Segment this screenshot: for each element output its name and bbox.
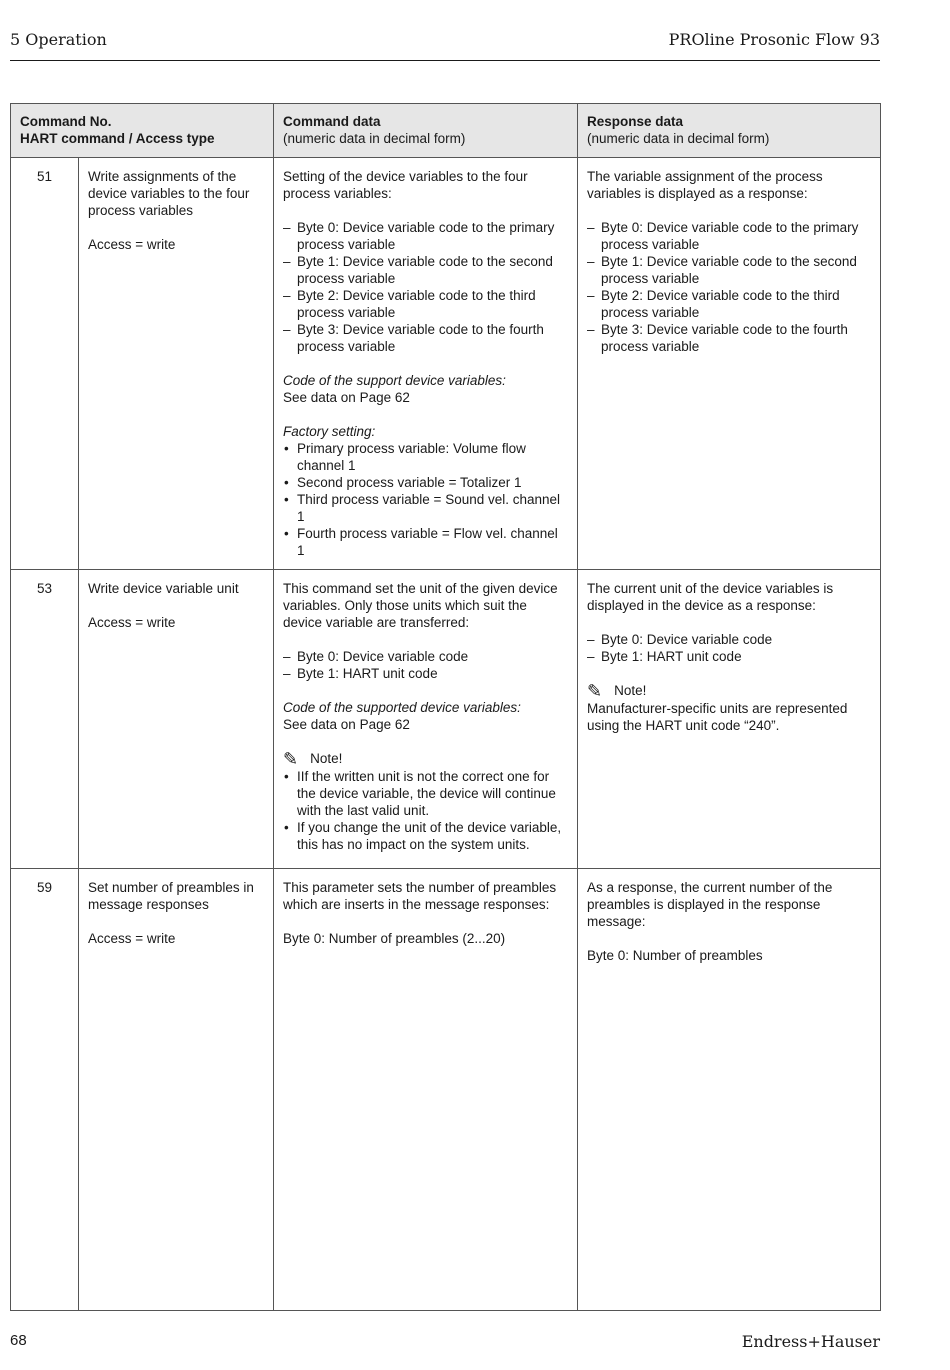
list-item: • Fourth process variable = Flow vel. channel 1 [283,525,568,559]
command-byte-list [283,219,568,355]
pencil-icon: ✎ [283,749,299,769]
response-data-cell [578,869,881,1311]
list-item: – Byte 2: Device variable code to the third process variable [283,287,568,321]
page-footer [10,1332,880,1356]
command-number: 51 [11,158,79,570]
code-reference: See data on Page 62 [283,390,410,405]
list-item: • Primary process variable: Volume flow channel 1 [283,440,568,474]
page-number: 68 [10,1332,27,1349]
table-row [11,869,881,1311]
list-item: – Byte 1: Device variable code to the second process variable [283,253,568,287]
col-command-no-label: Command No. [20,114,112,129]
command-name: Set number of preambles in message responses [88,880,254,912]
command-name: Write assignments of the device variables to the four process variables [88,169,250,218]
list-item: – Byte 3: Device variable code to the fourth process variable [283,321,568,355]
list-item: – Byte 1: HART unit code [587,648,871,665]
list-item: • Second process variable = Totalizer 1 [283,474,568,491]
command-intro: Setting of the device variables to the four process variables: [283,169,528,201]
code-heading: Code of the supported device variables: [283,700,521,715]
note-list [283,768,568,853]
page-header [10,30,880,61]
code-reference: See data on Page 62 [283,717,410,732]
factory-setting-list [283,440,568,559]
response-byte: Byte 0: Number of preambles [587,948,763,963]
list-item: – Byte 0: Device variable code to the primary process variable [283,219,568,253]
col-response-data-heading [578,104,881,158]
section-title: 5 Operation [10,30,107,49]
list-item: • If you change the unit of the device variable, this has no impact on the system units. [283,819,568,853]
response-byte-list [587,219,871,355]
response-intro: The current unit of the device variables is displayed in the device as a response: [587,581,834,613]
col-response-data-sublabel: (numeric data in decimal form) [587,131,770,146]
response-intro: As a response, the current number of the preambles is displayed in the response message: [587,880,833,929]
command-intro: This command set the unit of the given device variables. Only those units which suit the device variable are transferred: [283,581,558,630]
response-data-cell [578,570,881,869]
col-hart-command-label: HART command / Access type [20,131,215,146]
note-label: Note! [614,683,647,698]
access-type: Access = write [88,237,176,252]
list-item: • Third process variable = Sound vel. channel 1 [283,491,568,525]
command-data-cell [274,869,578,1311]
list-item: – Byte 1: HART unit code [283,665,568,682]
table-row [11,570,881,869]
hart-command-table [10,103,881,1311]
list-item: – Byte 2: Device variable code to the third process variable [587,287,871,321]
response-byte-list [587,631,871,665]
command-name: Write device variable unit [88,581,239,596]
access-type: Access = write [88,615,176,630]
command-byte: Byte 0: Number of preambles (2...20) [283,931,506,946]
table-header-row [11,104,881,158]
col-command-data-sublabel: (numeric data in decimal form) [283,131,466,146]
note-heading [587,682,871,700]
response-data-cell [578,158,881,570]
list-item: – Byte 1: Device variable code to the second process variable [587,253,871,287]
col-command-no-heading [11,104,274,158]
note-heading [283,750,568,768]
list-item: – Byte 0: Device variable code [283,648,568,665]
list-item: • IIf the written unit is not the correct one for the device variable, the device will continue with the last valid unit. [283,768,568,819]
command-description [79,570,274,869]
col-response-data-label: Response data [587,114,684,129]
command-data-cell [274,570,578,869]
pencil-icon: ✎ [587,681,603,701]
command-data-cell [274,158,578,570]
command-number: 59 [11,869,79,1311]
col-command-data-label: Command data [283,114,381,129]
product-title: PROline Prosonic Flow 93 [668,30,880,49]
brand-logo: Endress+Hauser [741,1332,880,1351]
note-label: Note! [310,751,343,766]
command-description [79,869,274,1311]
access-type: Access = write [88,931,176,946]
list-item: – Byte 3: Device variable code to the fourth process variable [587,321,871,355]
table-row [11,158,881,570]
command-byte-list [283,648,568,682]
response-intro: The variable assignment of the process variables is displayed as a response: [587,169,823,201]
list-item: – Byte 0: Device variable code to the primary process variable [587,219,871,253]
factory-setting-heading: Factory setting: [283,424,376,439]
code-heading: Code of the support device variables: [283,373,506,388]
command-intro: This parameter sets the number of preambles which are inserts in the message responses: [283,880,557,912]
note-text: Manufacturer-specific units are represented using the HART unit code “240”. [587,701,848,733]
command-description [79,158,274,570]
list-item: – Byte 0: Device variable code [587,631,871,648]
col-command-data-heading [274,104,578,158]
command-number: 53 [11,570,79,869]
